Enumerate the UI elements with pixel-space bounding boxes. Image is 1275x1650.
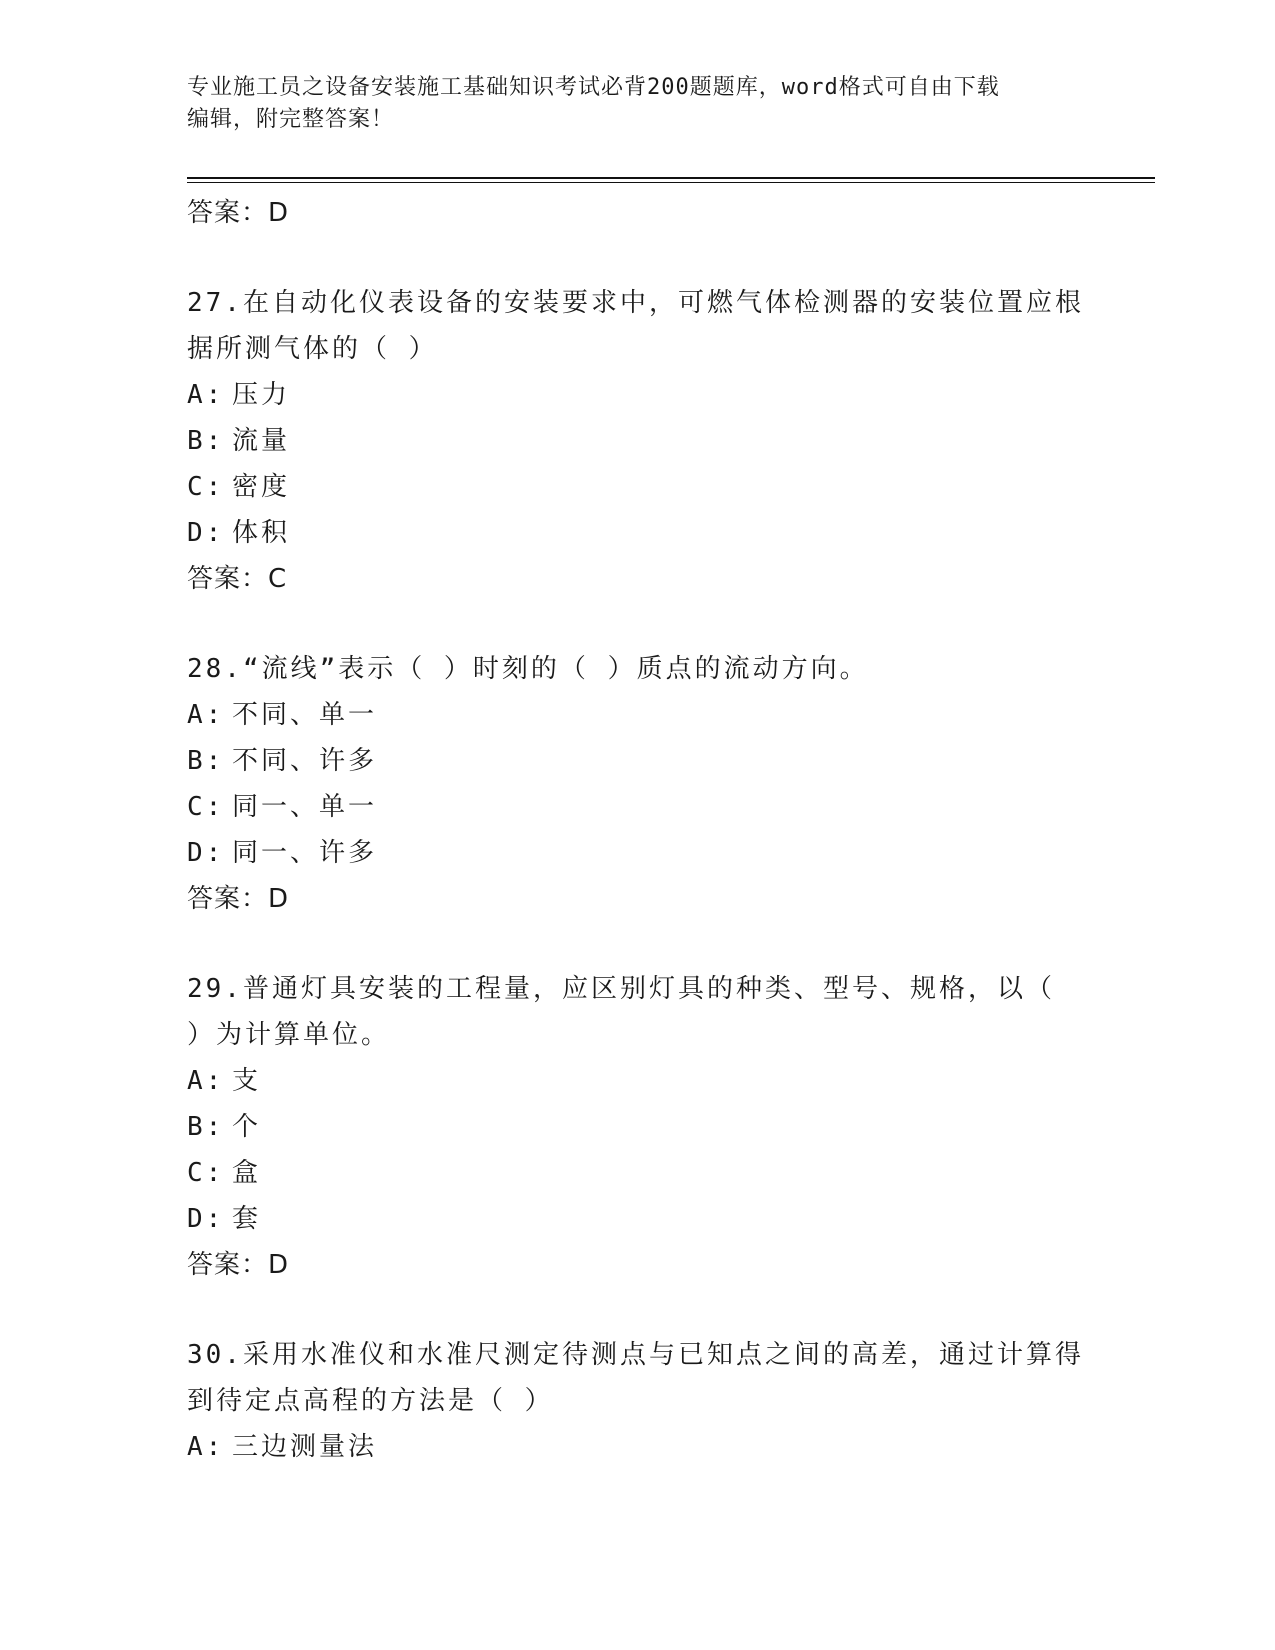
option-label: D: bbox=[187, 1204, 225, 1234]
option-label: B: bbox=[187, 746, 225, 776]
question-text-line: 28.“流线”表示（ ）时刻的（ ）质点的流动方向。 bbox=[187, 654, 869, 684]
option-c bbox=[187, 784, 1087, 830]
question-text bbox=[187, 1332, 1087, 1424]
question-item bbox=[187, 646, 1087, 922]
header-line-1: 专业施工员之设备安装施工基础知识考试必背200题题库，word格式可自由下载 bbox=[187, 75, 1000, 100]
option-text: 同一、单一 bbox=[232, 792, 378, 822]
option-text: 不同、许多 bbox=[232, 746, 378, 776]
option-label: B: bbox=[187, 1112, 225, 1142]
question-text bbox=[187, 646, 1087, 692]
option-label: D: bbox=[187, 518, 225, 548]
option-label: B: bbox=[187, 426, 225, 456]
option-d bbox=[187, 510, 1087, 556]
option-text: 密度 bbox=[232, 472, 291, 502]
option-d bbox=[187, 830, 1087, 876]
option-label: A: bbox=[187, 1432, 225, 1462]
option-label: A: bbox=[187, 380, 225, 410]
answer-line: 答案：D bbox=[187, 1250, 290, 1280]
question-item bbox=[187, 966, 1087, 1288]
option-c bbox=[187, 464, 1087, 510]
question-text-line: 29.普通灯具安装的工程量，应区别灯具的种类、型号、规格，以（ bbox=[187, 974, 1055, 1004]
question-text-line: 30.采用水准仪和水准尺测定待测点与已知点之间的高差，通过计算得 bbox=[187, 1340, 1084, 1370]
answer-line: 答案：D bbox=[187, 884, 290, 914]
header-divider-thin bbox=[187, 182, 1155, 183]
header-divider-thick bbox=[187, 177, 1155, 179]
option-a bbox=[187, 1058, 1087, 1104]
option-a bbox=[187, 1424, 1087, 1470]
question-item bbox=[187, 1332, 1087, 1470]
option-text: 支 bbox=[232, 1066, 262, 1096]
option-b bbox=[187, 1104, 1087, 1150]
option-label: A: bbox=[187, 1066, 225, 1096]
option-text: 压力 bbox=[232, 380, 291, 410]
option-text: 不同、单一 bbox=[232, 700, 378, 730]
question-item bbox=[187, 280, 1087, 602]
option-text: 盒 bbox=[232, 1158, 262, 1188]
option-text: 体积 bbox=[232, 518, 291, 548]
option-a bbox=[187, 372, 1087, 418]
question-text bbox=[187, 966, 1087, 1058]
option-text: 套 bbox=[232, 1204, 262, 1234]
question-text-line: ）为计算单位。 bbox=[187, 1020, 391, 1050]
question-text-line: 据所测气体的（ ） bbox=[187, 334, 438, 364]
option-text: 流量 bbox=[232, 426, 291, 456]
answer-line: 答案：D bbox=[187, 198, 290, 228]
answer-line: 答案：C bbox=[187, 564, 288, 594]
question-text bbox=[187, 280, 1087, 372]
option-label: C: bbox=[187, 792, 225, 822]
question-text-line: 到待定点高程的方法是（ ） bbox=[187, 1386, 554, 1416]
option-label: D: bbox=[187, 838, 225, 868]
option-a bbox=[187, 692, 1087, 738]
question-list bbox=[187, 190, 1087, 1470]
option-label: C: bbox=[187, 472, 225, 502]
header-line-2: 编辑，附完整答案！ bbox=[187, 107, 395, 132]
document-header bbox=[187, 72, 1067, 136]
option-text: 三边测量法 bbox=[232, 1432, 378, 1462]
option-text: 个 bbox=[232, 1112, 262, 1142]
question-text-line: 27.在自动化仪表设备的安装要求中，可燃气体检测器的安装位置应根 bbox=[187, 288, 1084, 318]
option-text: 同一、许多 bbox=[232, 838, 378, 868]
option-b bbox=[187, 418, 1087, 464]
option-label: A: bbox=[187, 700, 225, 730]
option-c bbox=[187, 1150, 1087, 1196]
option-label: C: bbox=[187, 1158, 225, 1188]
option-b bbox=[187, 738, 1087, 784]
option-d bbox=[187, 1196, 1087, 1242]
